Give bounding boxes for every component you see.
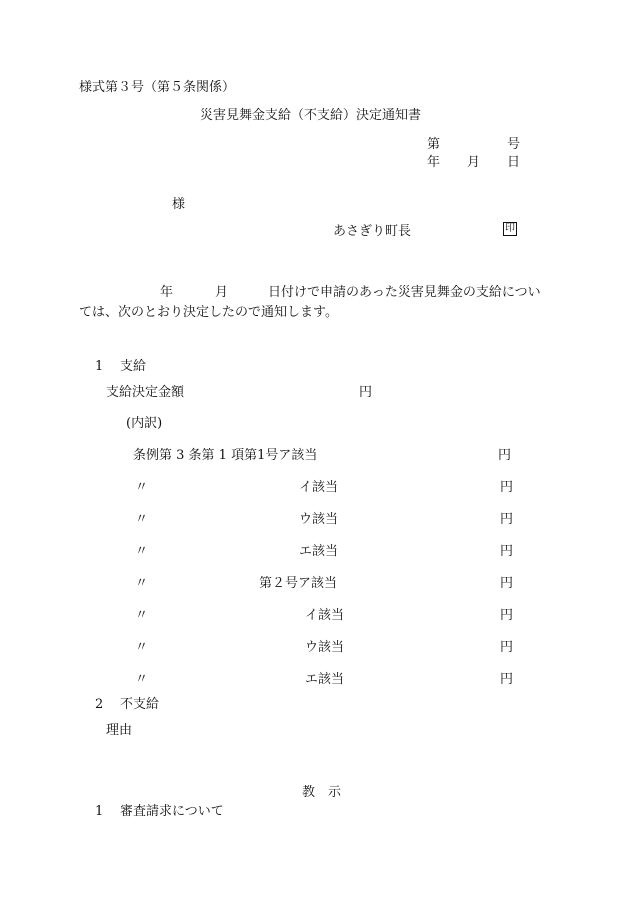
breakdown-article: ウ該当 [299,512,339,527]
seal-mark: 印 [505,223,515,234]
date-month-label: 月 [467,155,481,170]
doc-number-prefix: 第 [427,137,441,152]
breakdown-unit: 円 [500,512,514,527]
ditto-mark: 〃 [135,576,149,591]
breakdown-article: エ該当 [305,672,345,687]
instruction-item-1: 審査請求について [120,804,224,819]
breakdown-unit: 円 [498,448,512,463]
ditto-mark: 〃 [135,640,149,655]
breakdown-article: エ該当 [299,544,339,559]
body-month-label: 月 [215,285,229,300]
date-day-label: 日 [507,155,521,170]
ditto-mark: 〃 [135,544,149,559]
breakdown-unit: 円 [500,576,514,591]
ditto-mark: 〃 [135,672,149,687]
breakdown-article: イ該当 [305,608,345,623]
body-year-label: 年 [160,285,174,300]
breakdown-unit: 円 [500,672,514,687]
section2-number: 2 [95,697,104,712]
breakdown-unit: 円 [500,544,514,559]
breakdown-unit: 円 [500,608,514,623]
doc-number-suffix: 号 [507,137,521,152]
instruction-item-number: 1 [95,804,104,819]
breakdown-label: (内訳) [126,416,163,431]
document-title: 災害見舞金支給（不支給）決定通知書 [200,108,422,123]
breakdown-unit: 円 [500,480,514,495]
ditto-mark: 〃 [135,608,149,623]
amount-unit: 円 [359,385,373,400]
amount-label: 支給決定金額 [106,385,185,400]
recipient-suffix: 様 [172,197,186,212]
section1-number: 1 [95,359,104,374]
breakdown-article: ウ該当 [305,640,345,655]
section1-heading: 支給 [120,359,147,374]
body-line-2: ては、次のとおり決定したので通知します。 [79,305,338,320]
instruction-title: 教 示 [302,785,342,800]
body-line-1: 日付けで申請のあった災害見舞金の支給につい [268,285,541,300]
reason-label: 理由 [106,723,133,738]
breakdown-unit: 円 [500,640,514,655]
breakdown-article: 第２号ア該当 [259,576,338,591]
ditto-mark: 〃 [135,512,149,527]
ditto-mark: 〃 [135,480,149,495]
form-number: 様式第３号（第５条関係） [79,80,236,95]
breakdown-article: 条例第 3 条第 1 項第1号ア該当 [133,448,318,463]
section2-heading: 不支給 [120,697,160,712]
breakdown-article: イ該当 [299,480,339,495]
sender-name: あさぎり町長 [333,224,412,239]
date-year-label: 年 [427,155,441,170]
